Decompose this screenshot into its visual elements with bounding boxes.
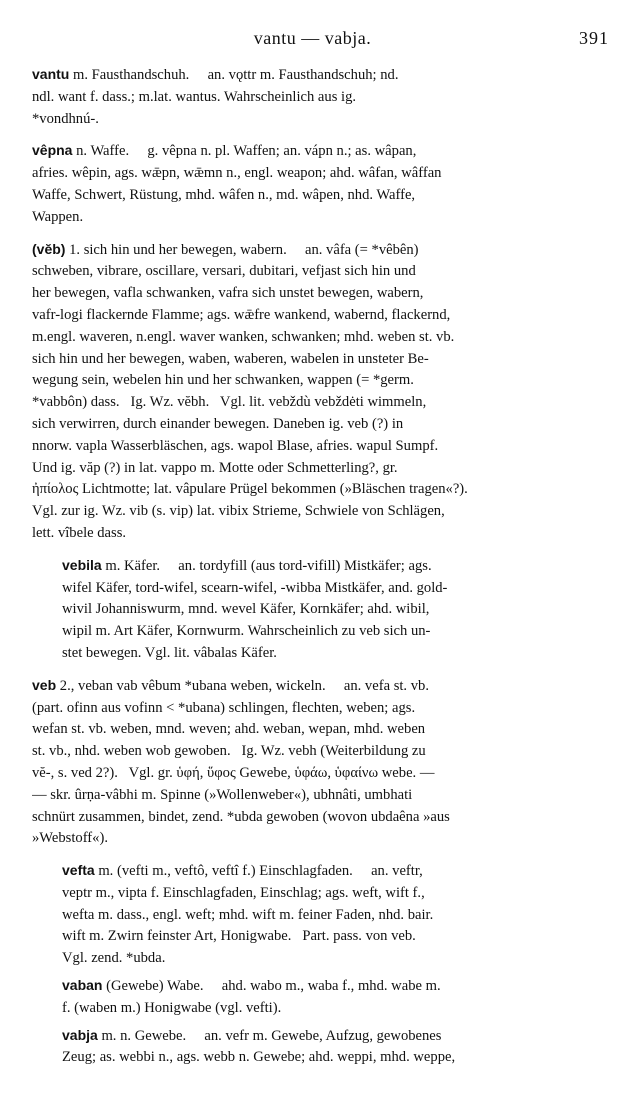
entry-line: [62, 975, 613, 998]
entry-line: [32, 109, 613, 131]
entry-text: Waffe, Schwert, Rüstung, mhd. wâfen n., md. wâpen, nhd. Waffe,: [32, 186, 416, 203]
entry-text: m.engl. waveren, n.engl. waver wanken, schwanken; mhd. weben st. vb.: [32, 328, 455, 345]
entry-text: wift m. Zwirn feinster Art, Honigwabe. Part. pass. von veb.: [62, 928, 416, 945]
entry-line: [62, 1047, 613, 1069]
entry-text: 1. sich hin und her bewegen, wabern. an. vâfa (= *vêbên): [65, 241, 419, 258]
entry-text: wivil Johanniswurm, mnd. wevel Käfer, Kornkäfer; ahd. wibil,: [62, 601, 430, 618]
dictionary-entry: [32, 239, 613, 545]
entry-text: st. vb., nhd. weben wob gewoben. Ig. Wz. vebh (Weiterbildung zu: [32, 743, 426, 760]
entry-line: [62, 948, 613, 970]
entry-text: (part. ofinn aus vofinn < *ubana) schlingen, flechten, weben; ags.: [32, 699, 416, 716]
entry-text: schnürt zusammen, bindet, zend. *ubda gewoben (wovon ubdaêna »aus: [32, 808, 450, 825]
entry-text: nnorw. vapla Wasserbläschen, ags. wapol Blase, afries. wapul Sumpf.: [32, 437, 439, 454]
entry-text: wefta m. dass., engl. weft; mhd. wift m. feiner Faden, nhd. bair.: [62, 906, 434, 923]
entry-text: vafr-logi flackernde Flamme; ags. wǣfre wankend, wabernd, flackernd,: [32, 306, 451, 323]
headword: (vĕb): [32, 240, 66, 257]
entry-text: sich hin und her bewegen, waben, waberen, wabelen in unsteter Be-: [32, 350, 429, 367]
headword: vaban: [62, 977, 103, 994]
headword: vêpna: [32, 142, 73, 159]
entry-text: veptr m., vipta f. Einschlagfaden, Einschlag; ags. weft, wift f.,: [62, 884, 425, 901]
entry-line: [32, 327, 613, 349]
entry-line: [32, 140, 613, 163]
entry-text: wifel Käfer, tord-wifel, scearn-wifel, -wibba Mistkäfer, and. gold-: [62, 579, 448, 596]
entry-line: [62, 643, 613, 665]
entry-text: afries. wêpin, ags. wǣpn, wǣmn n., engl. weapon; ahd. wâfan, wâffan: [32, 165, 442, 182]
entry-line: [32, 305, 613, 327]
entry-line: [32, 392, 613, 414]
entry-text: f. (waben m.) Honigwabe (vgl. vefti).: [62, 999, 282, 1016]
running-head: [0, 28, 625, 52]
entry-line: [32, 436, 613, 458]
entry-text: her bewegen, vafla schwanken, vafra sich unstet bewegen, wabern,: [32, 285, 424, 302]
entry-text: lett. vîbele dass.: [32, 524, 127, 541]
entry-text: Zeug; as. webbi n., ags. webb n. Gewebe; ahd. weppi, mhd. weppe,: [62, 1049, 456, 1066]
entry-text: m. (vefti m., veftô, veftî f.) Einschlagfaden. an. veftr,: [94, 863, 423, 880]
entry-line: [32, 698, 613, 720]
headword: veb: [32, 676, 57, 693]
entry-text: (Gewebe) Wabe. ahd. wabo m., waba f., mhd. wabe m.: [102, 978, 441, 995]
entry-line: [62, 1025, 613, 1048]
entry-line: [62, 905, 613, 927]
entry-line: [32, 523, 613, 545]
entry-text: *vabbôn) dass. Ig. Wz. vĕbh. Vgl. lit. vebždù vebždėti wimmeln,: [32, 394, 427, 411]
entry-line: [32, 501, 613, 523]
entry-line: [62, 621, 613, 643]
entry-text: schweben, vibrare, oscillare, versari, dubitari, vefjast sich hin und: [32, 263, 416, 280]
entry-line: [32, 207, 613, 229]
dictionary-entry: [62, 1025, 613, 1070]
entry-line: [32, 675, 613, 698]
entry-text: ndl. want f. dass.; m.lat. wantus. Wahrscheinlich aus ig.: [32, 88, 357, 105]
dictionary-entry: [32, 140, 613, 228]
entry-text: »Webstoff«).: [32, 830, 108, 847]
entry-line: [32, 163, 613, 185]
entry-text: wefan st. vb. weben, mnd. weven; ahd. weban, wepan, mhd. weben: [32, 721, 426, 738]
entry-text: stet bewegen. Vgl. lit. vâbalas Käfer.: [62, 644, 277, 661]
page-number: 391: [579, 28, 609, 48]
entry-text: — skr. ûrṇa-vâbhi m. Spinne (»Wollenweber«), ubhnâti, umbhati: [32, 786, 413, 803]
entry-text: m. Käfer. an. tordyfill (aus tord-vifill) Mistkäfer; ags.: [101, 557, 432, 574]
headword: vefta: [62, 862, 95, 879]
entry-text: sich verwirren, durch einander bewegen. Daneben ig. veb (?) in: [32, 415, 404, 432]
entry-text: n. Waffe. g. vêpna n. pl. Waffen; an. vápn n.; as. wâpan,: [72, 143, 417, 160]
entry-text: m. n. Gewebe. an. vefr m. Gewebe, Aufzug, gewobenes: [97, 1027, 442, 1044]
entry-text: 2., veban vab vêbum *ubana weben, wickeln. an. vefa st. vb.: [56, 677, 429, 694]
headword: vebila: [62, 556, 102, 573]
entry-line: [32, 719, 613, 741]
entry-line: [32, 763, 613, 785]
entry-text: ἠπίολος Lichtmotte; lat. vâpulare Prügel bekommen (»Bläschen tragen«?).: [32, 481, 468, 498]
entry-line: [32, 349, 613, 371]
entry-line: [32, 239, 613, 262]
entry-line: [32, 458, 613, 480]
entry-text: Vgl. zur ig. Wz. vib (s. vip) lat. vibix Strieme, Schwiele von Schlägen,: [32, 503, 445, 520]
entry-line: [32, 807, 613, 829]
entry-text: wegung sein, webelen hin und her schwanken, wappen (= *germ.: [32, 372, 414, 389]
entry-line: [32, 414, 613, 436]
dictionary-entry: [32, 675, 613, 850]
entry-line: [62, 998, 613, 1020]
entry-line: [32, 64, 613, 87]
entry-line: [32, 185, 613, 207]
headword: vabja: [62, 1026, 98, 1043]
entry-line: [32, 261, 613, 283]
entry-line: [62, 926, 613, 948]
entry-text: vĕ-, s. ved 2?). Vgl. gr. ὑφή, ὕφος Gewebe, ὑφάω, ὑφαίνω webe. —: [32, 764, 435, 781]
entry-line: [32, 828, 613, 850]
entry-line: [62, 555, 613, 578]
entry-text: Vgl. zend. *ubda.: [62, 950, 166, 967]
entry-text: Wappen.: [32, 208, 84, 225]
entry-text: m. Fausthandschuh. an. vǫttr m. Fausthandschuh; nd.: [69, 67, 399, 83]
entry-line: [32, 785, 613, 807]
dictionary-entry: [62, 975, 613, 1020]
entry-line: [32, 479, 613, 501]
dictionary-entry: [32, 64, 613, 130]
entry-line: [32, 741, 613, 763]
entry-line: [32, 370, 613, 392]
dictionary-entry: [62, 860, 613, 970]
entry-line: [62, 883, 613, 905]
entry-text: *vondhnú-.: [32, 110, 99, 127]
entry-line: [62, 599, 613, 621]
entry-text: Und ig. văp (?) in lat. vappo m. Motte oder Schmetterling?, gr.: [32, 459, 398, 476]
entry-line: [62, 860, 613, 883]
headword: vantu: [32, 66, 70, 82]
entry-text: wipil m. Art Käfer, Kornwurm. Wahrscheinlich zu veb sich un-: [62, 623, 431, 640]
entry-line: [62, 578, 613, 600]
entries-body: [32, 64, 613, 1069]
entry-line: [32, 87, 613, 109]
dictionary-entry: [62, 555, 613, 665]
entry-line: [32, 283, 613, 305]
running-title: vantu — vabja.: [253, 28, 372, 48]
